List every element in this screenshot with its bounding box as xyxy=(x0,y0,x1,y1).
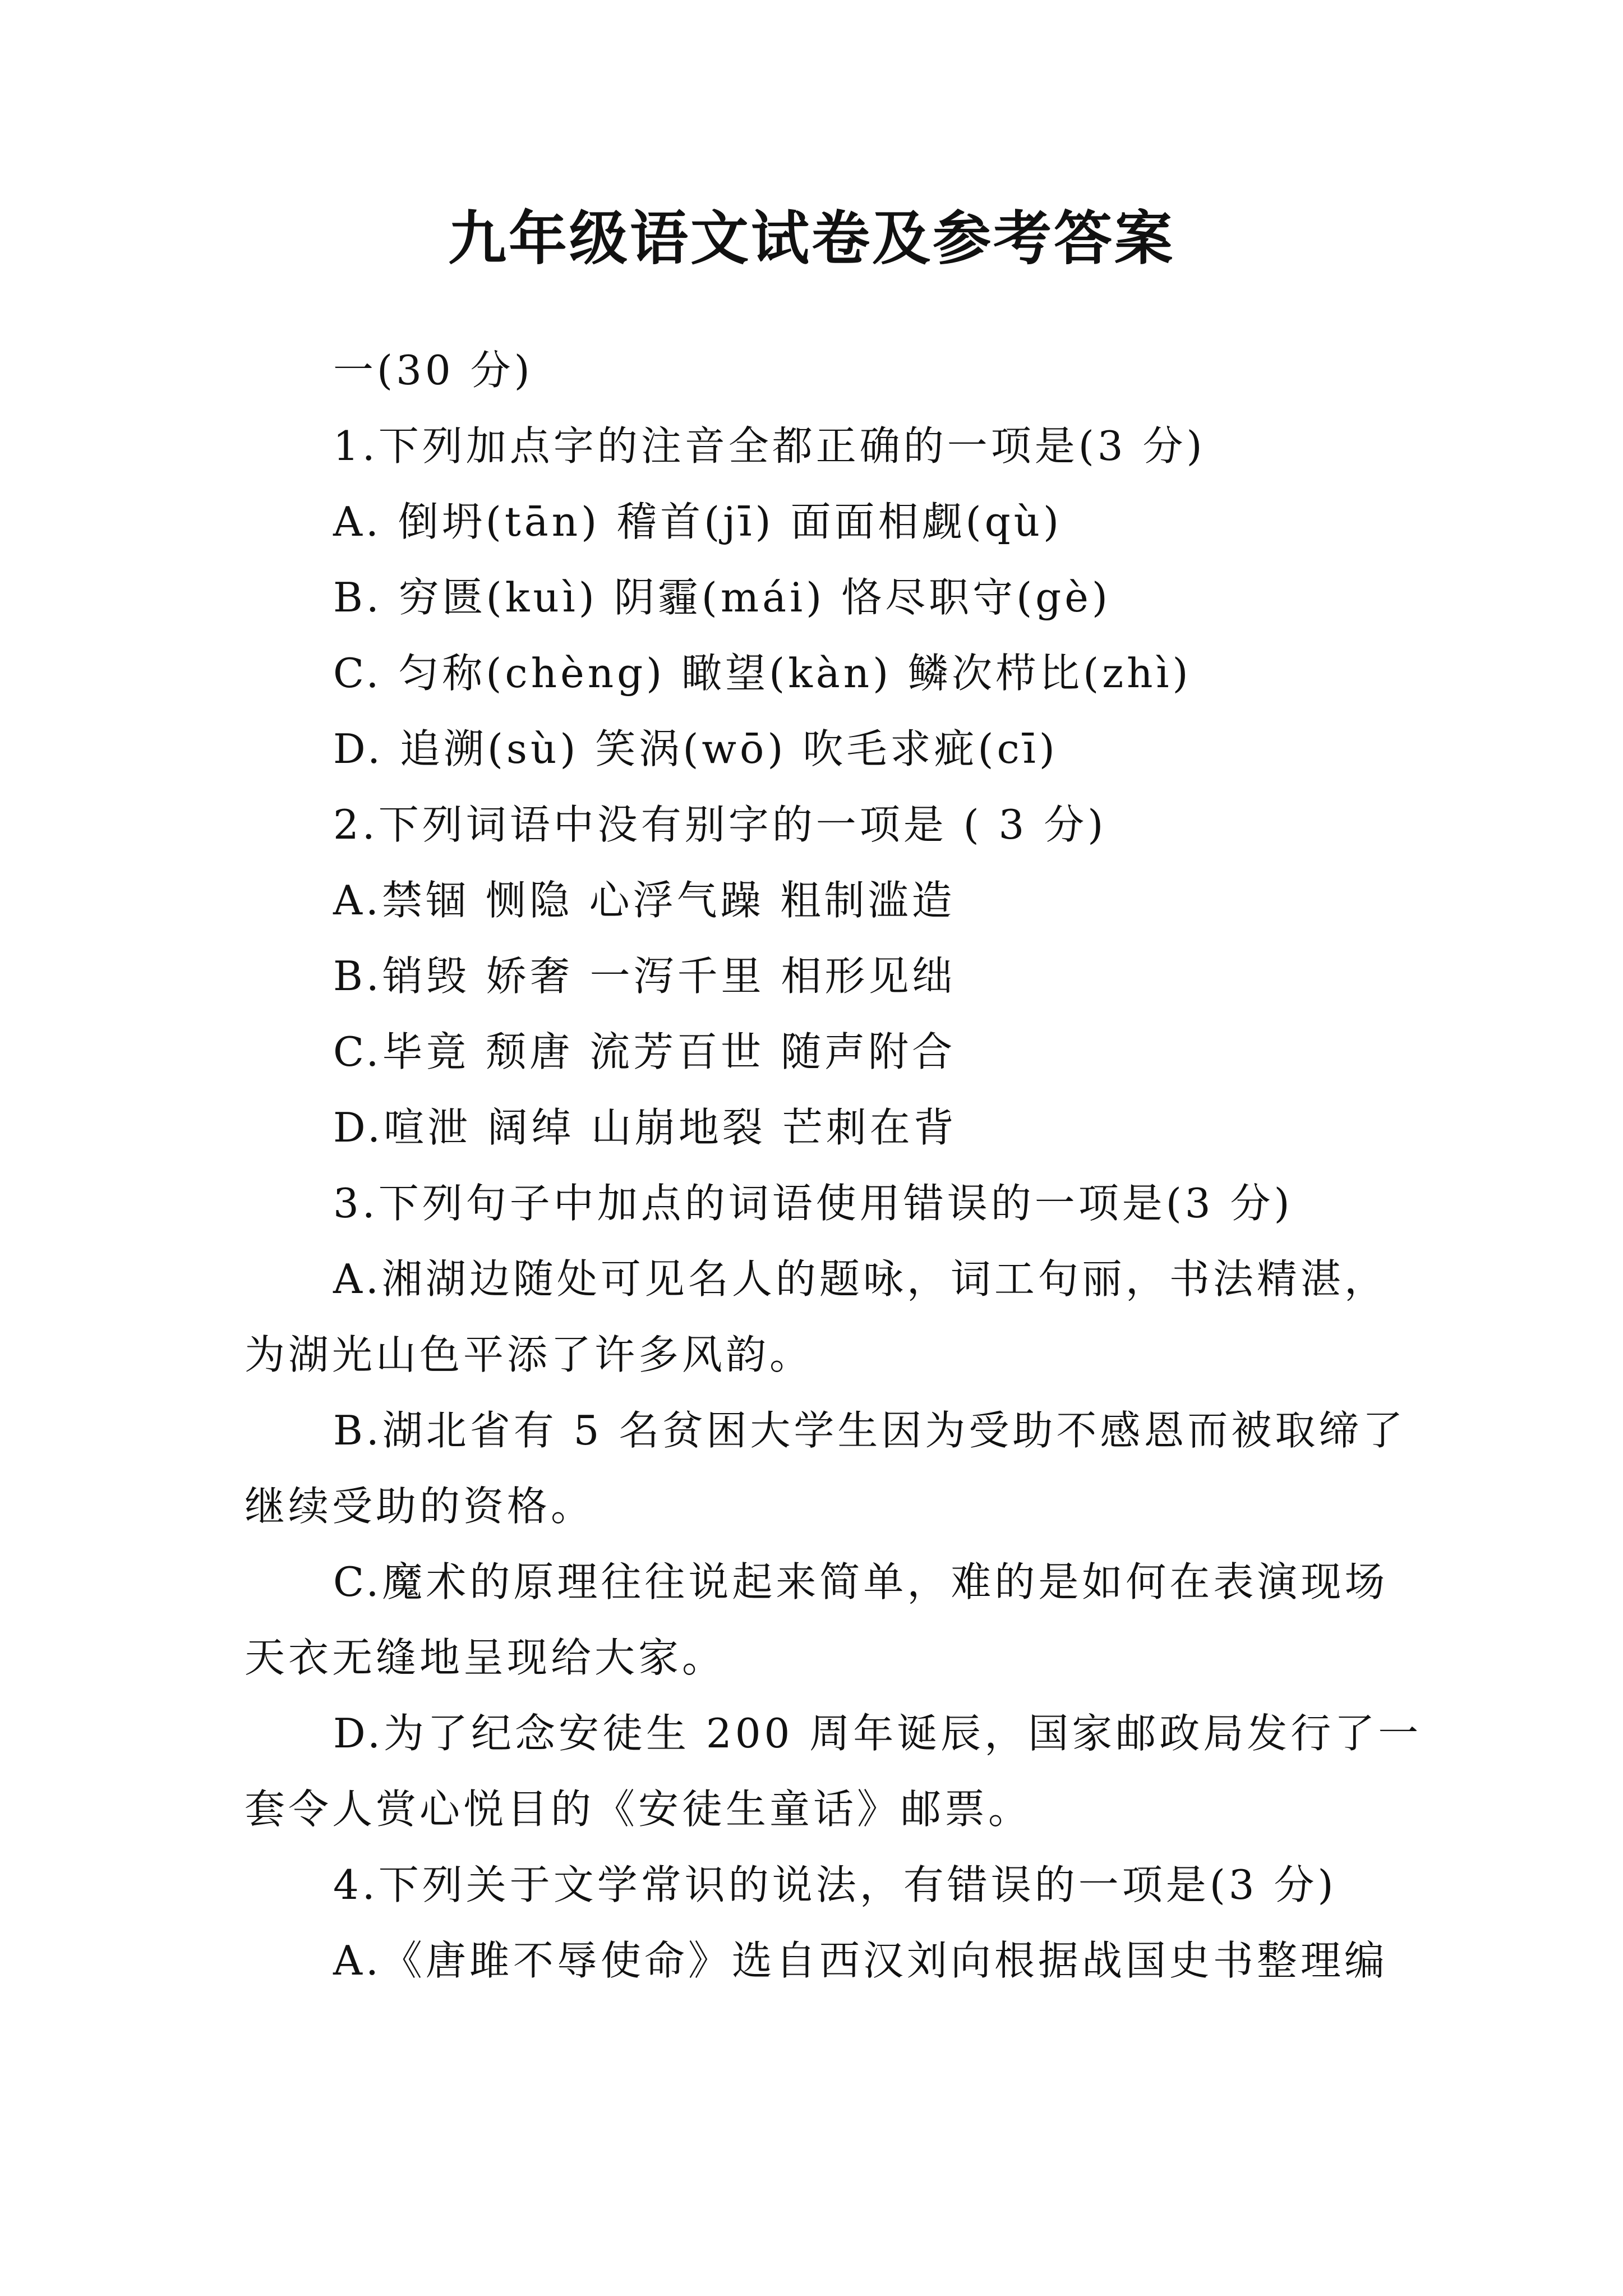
question-1-option-d: D. 追溯(sù) 笑涡(wō) 吹毛求疵(cī) xyxy=(333,725,1058,772)
question-3-option-b-line-1: B.湖北省有 5 名贫困大学生因为受助不感恩而被取缔了 xyxy=(333,1407,1407,1454)
question-2-option-c: C.毕竟 颓唐 流芳百世 随声附合 xyxy=(333,1028,956,1075)
question-3-option-d-line-2: 套令人赏心悦目的《安徒生童话》邮票。 xyxy=(245,1786,1032,1833)
question-1-option-b: B. 穷匮(kuì) 阴霾(mái) 恪尽职守(gè) xyxy=(333,574,1111,621)
document-title: 九年级语文试卷及参考答案 xyxy=(448,204,1175,273)
section-header: 一(30 分) xyxy=(333,347,533,394)
question-2-option-b: B.销毁 娇奢 一泻千里 相形见绌 xyxy=(333,953,956,1000)
question-2-option-d: D.喧泄 阔绰 山崩地裂 芒刺在背 xyxy=(333,1104,957,1151)
question-1-option-c: C. 匀称(chèng) 瞰望(kàn) 鳞次栉比(zhì) xyxy=(333,650,1192,697)
question-1-stem: 1.下列加点字的注音全都正确的一项是(3 分) xyxy=(333,422,1206,470)
question-2-stem: 2.下列词语中没有别字的一项是 ( 3 分) xyxy=(333,801,1107,848)
question-4-option-a: A.《唐雎不辱使命》选自西汉刘向根据战国史书整理编 xyxy=(333,1937,1388,1984)
question-3-stem: 3.下列句子中加点的词语使用错误的一项是(3 分) xyxy=(333,1180,1293,1227)
question-2-option-a: A.禁锢 恻隐 心浮气躁 粗制滥造 xyxy=(333,877,956,924)
question-3-option-d-line-1: D.为了纪念安徒生 200 周年诞辰，国家邮政局发行了一 xyxy=(333,1710,1422,1757)
question-3-option-a-line-2: 为湖光山色平添了许多风韵。 xyxy=(245,1331,814,1378)
question-3-option-b-line-2: 继续受助的资格。 xyxy=(245,1483,595,1530)
question-4-stem: 4.下列关于文学常识的说法，有错误的一项是(3 分) xyxy=(333,1861,1337,1908)
question-3-option-c-line-1: C.魔术的原理往往说起来简单，难的是如何在表演现场 xyxy=(333,1558,1389,1605)
question-3-option-a-line-1: A.湘湖边随处可见名人的题咏，词工句丽，书法精湛， xyxy=(333,1255,1388,1303)
question-3-option-c-line-2: 天衣无缝地呈现给大家。 xyxy=(245,1634,726,1681)
question-1-option-a: A. 倒坍(tān) 稽首(jī) 面面相觑(qù) xyxy=(333,498,1063,545)
